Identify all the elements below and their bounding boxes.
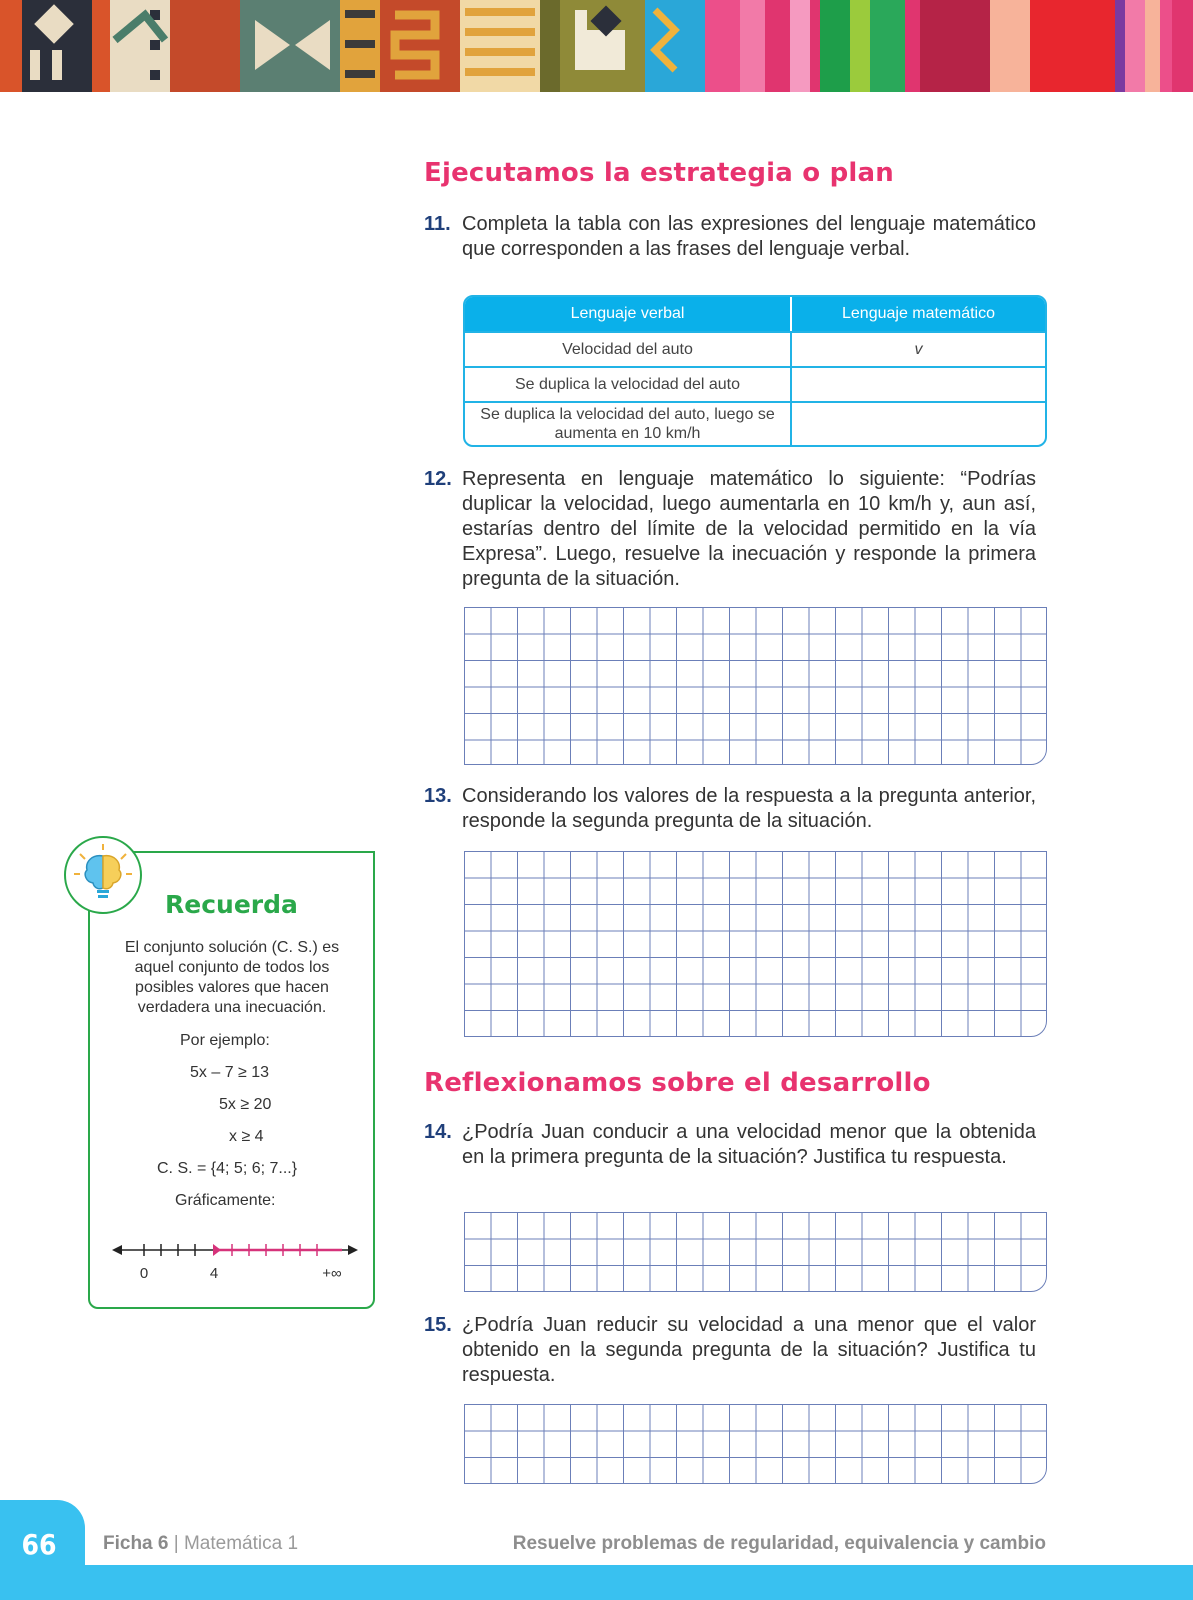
example-label: Por ejemplo: [180, 1032, 270, 1049]
verbal-cell: Se duplica la velocidad del auto [465, 366, 792, 401]
axis-label-four: 4 [209, 1265, 219, 1282]
answer-grid-13[interactable] [464, 851, 1047, 1037]
question-text: Representa en lenguaje matemático lo siguiente: “Podrías duplicar la velocidad, luego aumentarla en 10 km/h y, aun así, estarías dentro del límite de la velocidad permitido en la vía Expresa”. Luego, resuelve la inecuación y responde la primera pregunta de la situación. [462, 468, 1036, 590]
question-15 [424, 1313, 1036, 1388]
question-number: 12. [424, 468, 452, 490]
table-row [465, 401, 1045, 445]
textile-banner [0, 0, 1193, 92]
page-number: 66 [21, 1528, 57, 1561]
math-answer-cell[interactable] [792, 366, 1045, 401]
footer-separator: | [173, 1533, 179, 1554]
math-answer-cell[interactable] [792, 401, 1045, 445]
inequation-step-1: 5x – 7 ≥ 13 [190, 1064, 270, 1081]
answer-grid-12[interactable] [464, 607, 1047, 765]
table-row [465, 366, 1045, 401]
question-number: 15. [424, 1314, 452, 1336]
verbal-cell: Se duplica la velocidad del auto, luego se aumenta en 10 km/h [465, 401, 792, 445]
subject-label: Matemática 1 [183, 1533, 299, 1554]
question-text: ¿Podría Juan reducir su velocidad a una menor que el valor obtenido en la segunda pregunta de la situación? Justifica tu respuesta. [462, 1314, 1036, 1386]
question-text: Completa la tabla con las expresiones del lenguaje matemático que corresponden a las frases del lenguaje verbal. [462, 213, 1036, 260]
question-11 [424, 212, 1036, 262]
section-title-strategy: Ejecutamos la estrategia o plan [424, 158, 894, 188]
axis-label-infinity: +∞ [322, 1265, 342, 1282]
footer-ficha [103, 1533, 298, 1555]
answer-grid-14[interactable] [464, 1212, 1047, 1292]
footer-competency: Resuelve problemas de regularidad, equivalencia y cambio [512, 1533, 1046, 1554]
question-13 [424, 784, 1036, 834]
inequation-step-3: x ≥ 4 [229, 1128, 264, 1145]
column-header-math: Lenguaje matemático [792, 297, 1045, 331]
question-number: 13. [424, 785, 452, 807]
answer-grid-15[interactable] [464, 1404, 1047, 1484]
question-text: Considerando los valores de la respuesta a la pregunta anterior, responde la segunda pregunta de la situación. [462, 785, 1036, 832]
question-number: 14. [424, 1121, 452, 1143]
recuerda-definition: El conjunto solución (C. S.) es aquel conjunto de todos los posibles valores que hacen verdadera una inecuación. [124, 939, 340, 1016]
ficha-label: Ficha 6 [103, 1533, 169, 1554]
math-cell: v [792, 331, 1045, 366]
number-line [110, 1236, 360, 1291]
table-row [465, 331, 1045, 366]
question-12 [424, 467, 1036, 592]
graph-label: Gráficamente: [175, 1192, 276, 1209]
footer-bar [0, 1565, 1193, 1600]
language-table [463, 295, 1047, 447]
section-title-reflect: Reflexionamos sobre el desarrollo [424, 1068, 931, 1098]
brain-bulb-icon [64, 836, 142, 914]
question-number: 11. [424, 213, 451, 235]
solution-set: C. S. = {4; 5; 6; 7...} [157, 1160, 298, 1177]
verbal-cell: Velocidad del auto [465, 331, 792, 366]
axis-label-zero: 0 [139, 1265, 149, 1282]
question-text: ¿Podría Juan conducir a una velocidad menor que la obtenida en la primera pregunta de la situación? Justifica tu respuesta. [462, 1121, 1036, 1168]
question-14 [424, 1120, 1036, 1170]
inequation-step-2: 5x ≥ 20 [219, 1096, 272, 1113]
recuerda-title: Recuerda [165, 890, 298, 919]
column-header-verbal: Lenguaje verbal [465, 297, 792, 331]
